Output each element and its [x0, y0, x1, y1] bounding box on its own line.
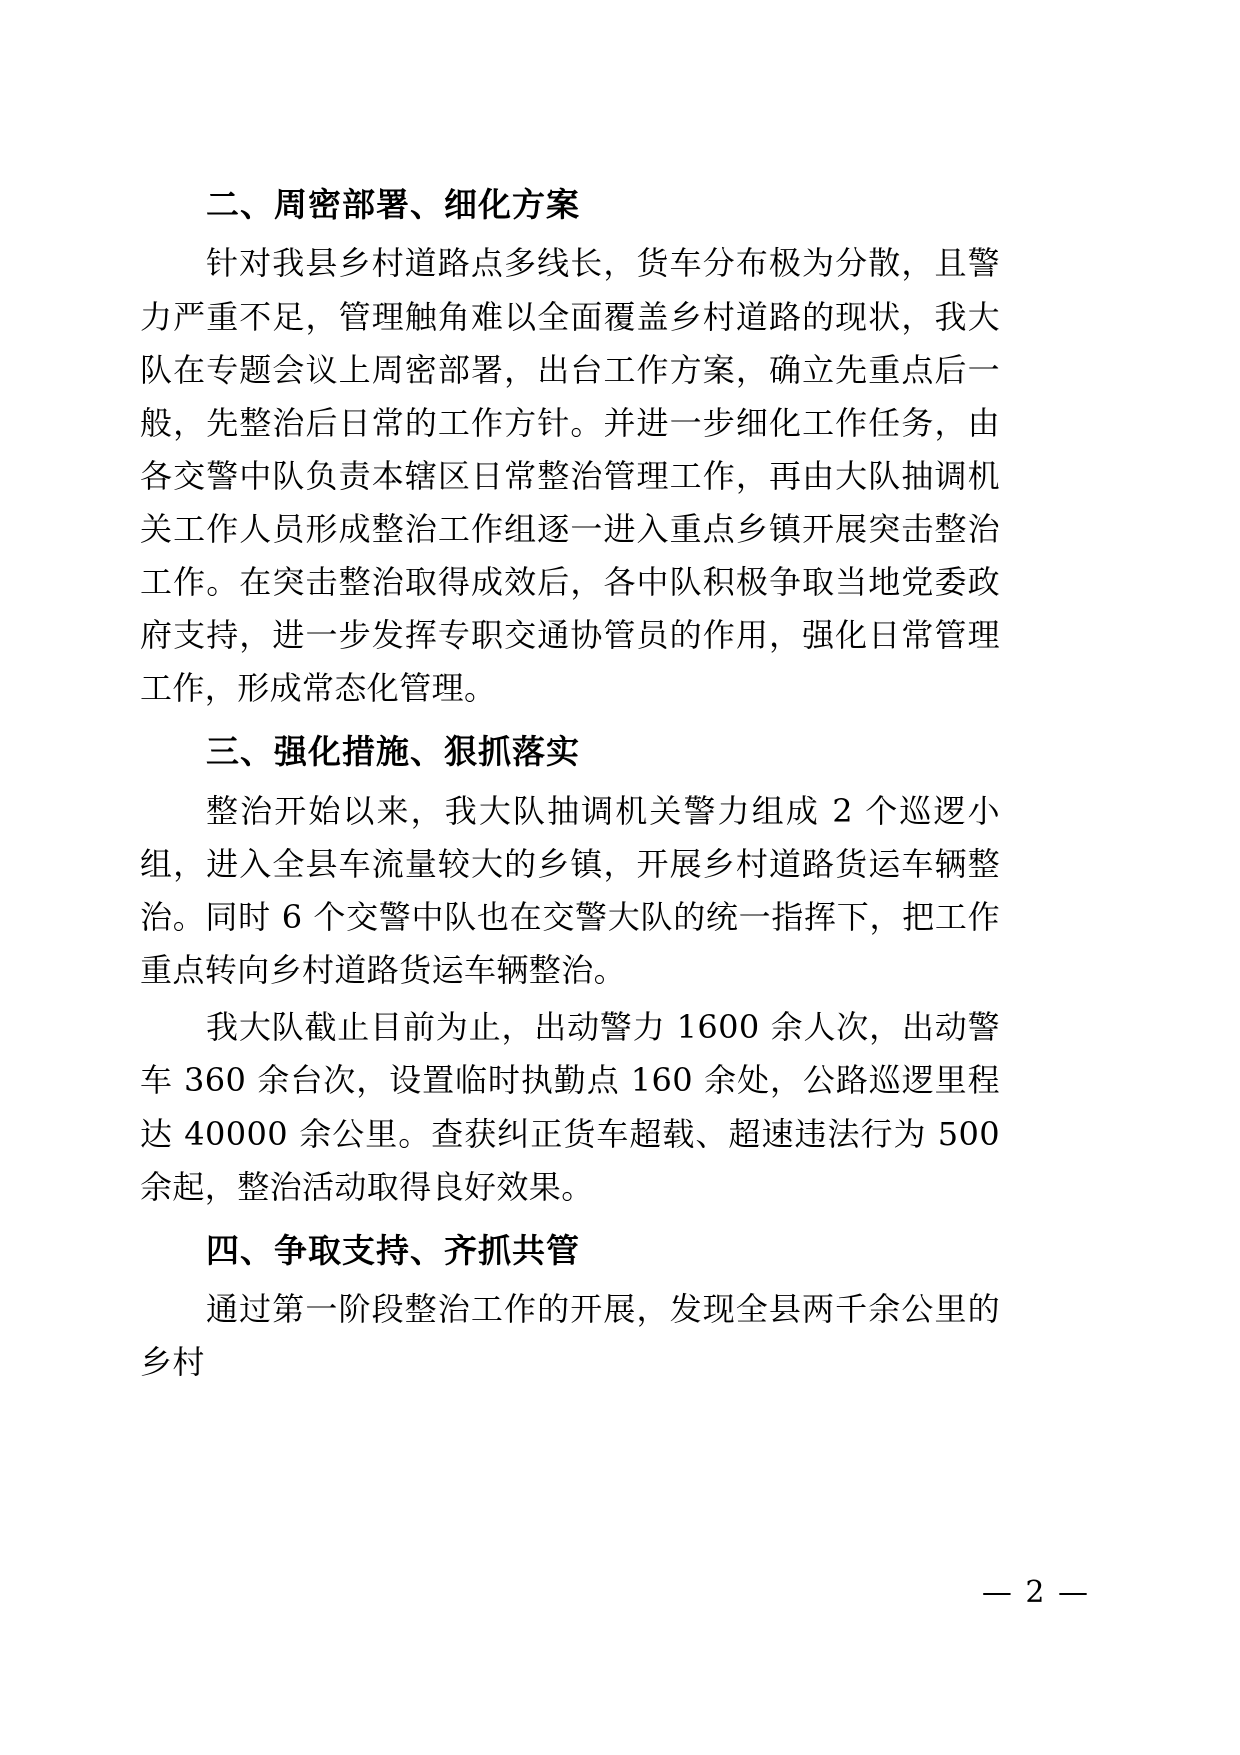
section-paragraph: 针对我县乡村道路点多线长，货车分布极为分散，且警力严重不足，管理触角难以全面覆盖乡村道路的现状，我大队在专题会议上周密部署，出台工作方案，确立先重点后一般，先整治后日常的工作方针。并进一步细化工作任务，由各交警中队负责本辖区日常整治管理工作，再由大队抽调机关工作人员形成整治工作组逐一进入重点乡镇开展突击整治工作。在突击整治取得成效后，各中队积极争取当地党委政府支持，进一步发挥专职交通协管员的作用，强化日常管理工作，形成常态化管理。: [140, 244, 1000, 708]
section-paragraph: 通过第一阶段整治工作的开展，发现全县两千余公里的乡村: [140, 1290, 1000, 1382]
section-block-3: [140, 1224, 1000, 1390]
section-block-1: [140, 178, 1000, 715]
section-paragraph: 我大队截止目前为止，出动警力 1600 余人次，出动警车 360 余台次，设置临时执勤点 160 余处，公路巡逻里程达 40000 余公里。查获纠正货车超载、超速违法行为 500 余起，整治活动取得良好效果。: [140, 1008, 1000, 1206]
section-paragraph: 整治开始以来，我大队抽调机关警力组成 2 个巡逻小组，进入全县车流量较大的乡镇，开展乡村道路货运车辆整治。同时 6 个交警中队也在交警大队的统一指挥下，把工作重点转向乡村道路货运车辆整治。: [140, 791, 1000, 990]
page-content: [140, 178, 1000, 1399]
page-number: — 2 —: [981, 1575, 1090, 1610]
section-heading: 三、强化措施、狠抓落实: [206, 732, 580, 772]
section-block-2: [140, 725, 1000, 1213]
section-heading: 二、周密部署、细化方案: [206, 185, 580, 224]
section-heading: 四、争取支持、齐抓共管: [206, 1230, 580, 1270]
